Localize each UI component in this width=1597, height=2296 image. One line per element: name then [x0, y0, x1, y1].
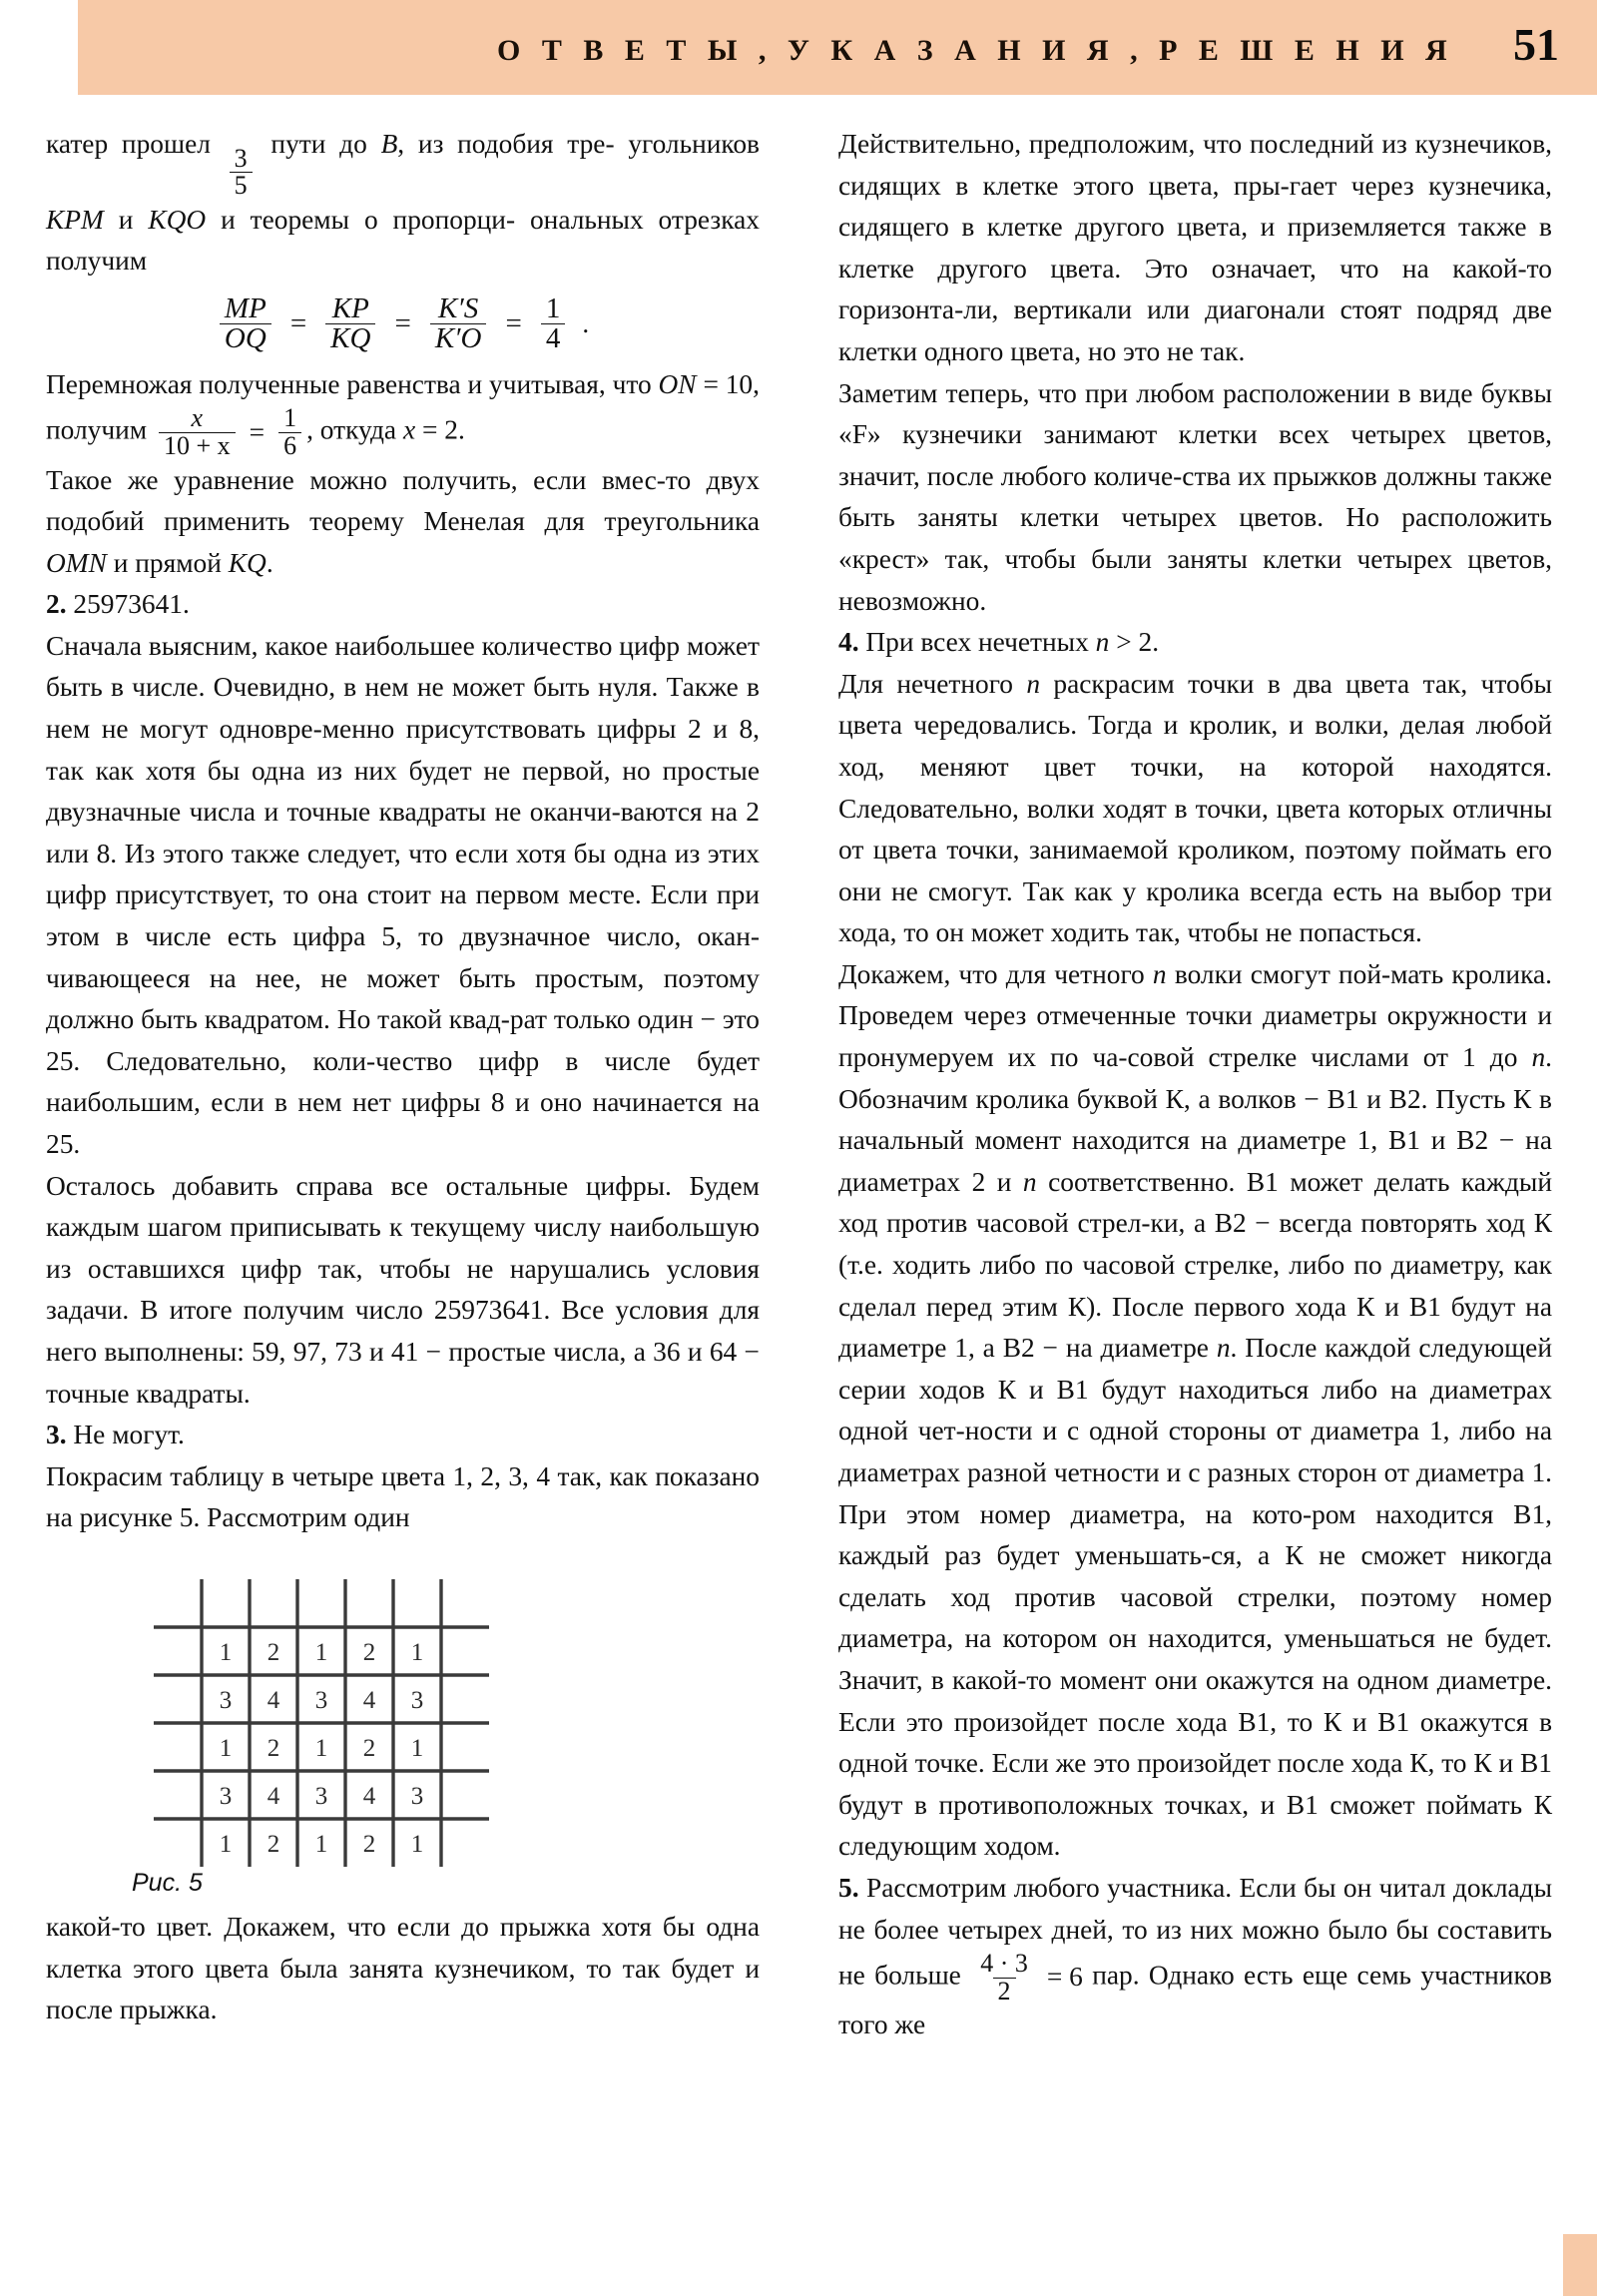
text-run: раскрасим точки в два цвета так, чтобы цвета чередовались. Тогда и кролик, и волки, делая любой ход, меняют цвет точки, на которой находятся. Следовательно, волки ходят в точки, цвета которых отличны от цвета точки, занимаемой кроликом, поэтому поймать его они не смогут. Так как у кролика всегда есть на выбор три хода, то он может ходить так, чтобы не попасться.: [838, 668, 1552, 948]
figure-5-container: [46, 1573, 760, 1903]
text-run: соответственно. В1 может делать каждый ход против часовой стрел-ки, а В2 − всегда повторять ход К (т.е. ходить либо по часовой стрелке, либо по диаметру, как сделал перед этим К). После первого хода К и В1 будут на диаметре 1, а В2 − на диаметре: [838, 1166, 1552, 1364]
item-number-2: 2.: [46, 589, 67, 620]
text-run: пар. Однако есть еще семь участников того же: [838, 1960, 1552, 2040]
item-2-solution-part-1: Сначала выясним, какое наибольшее количество цифр может быть в числе. Очевидно, в нем не может быть нуля. Также в нем не могут одновре-менно присутствовать цифры 2 и 8, так как хотя бы одна из них будет не первой, но простые двузначные числа и точные квадраты не оканчи-ваются на 2 или 8. Из этого также следует, что если хотя бы одна из этих цифр присутствует, то она стоит на первом месте. Если при этом в числе есть цифра 5, то двузначное число, окан-чивающееся на нее, не может быть простым, поэтому должно быть квадратом. Но такой квад-рат только один − это 25. Следовательно, коли-чество цифр в числе будет наибольшим, если в нем нет цифры 8 и оно начинается на 25.: [46, 630, 760, 1160]
math-variable-n: n: [1026, 668, 1041, 699]
text-run: . Обозначим кролика буквой К, а волков − В1 и В2. Пусть К в начальный момент находится на диаметре 1, В1 и В2 − на диаметрах 2 и: [838, 1042, 1552, 1197]
text-run: пути до: [270, 129, 367, 159]
fraction-numerator: KP: [331, 291, 369, 324]
text-run: > 2.: [1116, 627, 1160, 658]
math-variable-n: n: [1022, 1166, 1037, 1197]
text-run: и теоремы о пропорци-: [221, 204, 516, 235]
page-number: 51: [1513, 19, 1559, 70]
text-run: что: [612, 368, 652, 399]
text-run: и: [118, 204, 134, 235]
text-run: Для нечетного: [838, 668, 1013, 699]
right-text-column: [838, 124, 1552, 2046]
svg-text:1: 1: [314, 1830, 328, 1858]
item-4-solution-even-case: [838, 954, 1552, 1868]
math-variable-b: B: [380, 129, 398, 159]
page-edge-tab-marker: [1563, 2234, 1597, 2296]
fraction-four-times-three-over-two: [975, 1951, 1033, 2005]
equals-six: = 6: [1046, 1962, 1083, 1993]
item-2-solution-part-2: Осталось добавить справа все остальные цифры. Будем каждым шагом приписывать к текущему числу наибольшую из оставшихся цифр так, чтобы не нарушались условия задачи. В итоге получим число 25973641. Все условия для него выполнены: 59, 97, 73 и 41 − простые числа, а 36 и 64 − точные квадраты.: [46, 1170, 760, 1409]
fraction-kp-kq: [325, 291, 375, 355]
display-equation-ratios: [46, 291, 760, 355]
paragraph-multiply-equalities: [46, 364, 760, 460]
svg-text:2: 2: [266, 1638, 280, 1666]
paragraph-grasshopper-proof: Действительно, предположим, что последний из кузнечиков, сидящих в клетке этого цвета, пры-гает через кузнечика, сидящего в клетке другого цвета, и приземляется также в клетке другого цвета. Это означает, что на какой-то горизонта-ли, вертикали или диагонали стоят подряд две клетки одного цвета, но это не так.: [838, 129, 1552, 366]
svg-text:4: 4: [362, 1686, 376, 1714]
math-label-kqo: KQO: [148, 204, 207, 235]
svg-text:1: 1: [219, 1830, 233, 1858]
math-variable-x: x: [402, 414, 416, 445]
fraction-denominator: 5: [230, 172, 253, 200]
math-label-on: ON: [658, 368, 697, 399]
inline-equation-pairs-count: [970, 1951, 1083, 2005]
paragraph-menelaus: [46, 460, 760, 585]
figure-5-caption: Рис. 5: [132, 1868, 203, 1897]
math-variable-n: n: [1216, 1333, 1231, 1364]
equals-sign: =: [289, 307, 307, 340]
item-3-answer: Не могут.: [73, 1420, 185, 1450]
svg-text:2: 2: [266, 1830, 280, 1858]
svg-text:3: 3: [219, 1686, 233, 1714]
fraction-denominator: 4: [541, 323, 566, 354]
text-run: Докажем, что для четного: [838, 958, 1145, 989]
svg-text:1: 1: [219, 1734, 233, 1762]
fraction-denominator: K′O: [430, 323, 487, 354]
fraction-mp-oq: [220, 291, 271, 355]
svg-text:3: 3: [410, 1686, 424, 1714]
text-run: и прямой: [113, 547, 222, 578]
page-header-band: [78, 0, 1597, 95]
answer-item-2: [46, 584, 760, 626]
svg-text:1: 1: [314, 1638, 328, 1666]
math-variable-n: n: [1095, 627, 1110, 658]
svg-text:1: 1: [410, 1638, 424, 1666]
math-variable-n: n: [1152, 958, 1167, 989]
text-run: При всех нечетных: [865, 627, 1089, 658]
svg-text:1: 1: [410, 1830, 424, 1858]
text-run: .: [266, 547, 273, 578]
text-run: Перемножая полученные равенства и учитывая,: [46, 368, 606, 399]
svg-text:3: 3: [219, 1782, 233, 1810]
text-run: . После каждой следующей серии ходов К и В1 будут находиться либо на диаметрах одной чет-ности и с одной стороны от диаметра 1, либо на диаметрах разной четности и с разных сторон от диаметра 1. При этом номер диаметра, на кото-ром находится В1, каждый раз будет уменьшать-ся, а К не сможет никогда сделать ход против часовой стрелки, поэтому номер диаметра, на котором он находится, уменьшаться не будет. Значит, в какой-то момент они окажутся на одном диаметре. Если это произойдет после хода В1, то К и В1 окажутся в одной точке. Если же это произойдет после хода К, то К и В1 будут в противоположных точках, и В1 сможет поймать К следующим ходом.: [838, 1333, 1552, 1862]
fraction-numerator: K′S: [438, 291, 479, 324]
svg-text:1: 1: [219, 1638, 233, 1666]
period-mark: .: [582, 308, 590, 339]
svg-text:3: 3: [314, 1782, 328, 1810]
text-run: катер прошел: [46, 129, 211, 159]
fraction-denominator: KQ: [325, 323, 375, 354]
text-run: Рассмотрим любого участника. Если бы он читал доклады не более четырех дней, то из них можно было бы составить не больше: [838, 1872, 1552, 1991]
text-run: ональных отрезках получим: [46, 204, 760, 277]
item-number-3: 3.: [46, 1420, 67, 1450]
svg-text:4: 4: [266, 1686, 280, 1714]
item-2-answer: 25973641.: [73, 589, 190, 620]
fraction-ks-ko: [430, 291, 487, 355]
fraction-numerator: 1: [283, 403, 297, 433]
fraction-x-over-10-plus-x: [159, 405, 236, 459]
text-run: угольников: [628, 129, 760, 159]
left-text-column: [46, 124, 760, 2031]
fraction-numerator: MP: [224, 291, 266, 324]
item-4-solution-odd-case: [838, 664, 1552, 954]
svg-text:2: 2: [266, 1734, 280, 1762]
text-run: = 2.: [421, 414, 465, 445]
fraction-numerator: x: [191, 403, 204, 433]
svg-text:4: 4: [266, 1782, 280, 1810]
svg-text:2: 2: [362, 1830, 376, 1858]
svg-text:1: 1: [410, 1734, 424, 1762]
text-run: Такое же уравнение можно получить, если вмес-то двух подобий применить теорему Менелая для треугольника: [46, 464, 760, 537]
math-label-kq: KQ: [228, 547, 266, 578]
svg-text:4: 4: [362, 1782, 376, 1810]
paragraph-letter-f-arrangement: Заметим теперь, что при любом расположении в виде буквы «F» кузнечики занимают клетки всех четырех цветов, значит, после любого количе-ства их прыжков должны также быть заняты клетки четырех цветов. Но расположить «крест» так, чтобы были заняты клетки четырех цветов, невозможно.: [838, 377, 1552, 616]
inline-equation-x-fraction: [154, 405, 306, 459]
fraction-denominator: OQ: [220, 323, 271, 354]
fraction-numerator: 3: [234, 143, 248, 173]
fraction-one-quarter: [541, 291, 566, 355]
answer-item-5: [838, 1868, 1552, 2046]
item-3-solution-continued: какой-то цвет. Докажем, что если до прыжка хотя бы одна клетка этого цвета была занята кузнечиком, то так будет и после прыжка.: [46, 1911, 760, 2025]
fraction-one-sixth: [278, 405, 301, 459]
math-variable-n: n: [1531, 1042, 1546, 1073]
fraction-numerator: 4 · 3: [980, 1949, 1028, 1979]
text-run: волки смогут пой-мать кролика. Проведем через отмеченные точки диаметры окружности и пронумеруем их по ча-совой стрелке числами от 1 до: [838, 958, 1552, 1073]
answer-item-3: [46, 1415, 760, 1456]
fraction-denominator: 2: [993, 1978, 1016, 2006]
fraction-denominator: 10 + x: [159, 432, 236, 460]
text-run: , откуда: [306, 414, 397, 445]
text-run: , из подобия тре-: [397, 129, 615, 159]
svg-text:3: 3: [410, 1782, 424, 1810]
text-run: = 10, получим: [46, 368, 760, 445]
item-3-solution-intro: Покрасим таблицу в четыре цвета 1, 2, 3, 4 так, как показано на рисунке 5. Рассмотрим один: [46, 1460, 760, 1533]
svg-text:1: 1: [314, 1734, 328, 1762]
fraction-three-fifths: [230, 143, 253, 201]
page-title: О Т В Е Т Ы , У К А З А Н И Я , Р Е Ш Е Н И Я: [497, 34, 1454, 67]
item-number-4: 4.: [838, 627, 859, 658]
figure-5-grid: [142, 1573, 501, 1873]
equals-sign: =: [505, 307, 522, 340]
math-label-kpm: KPM: [46, 204, 104, 235]
answer-item-4: [838, 622, 1552, 664]
svg-text:2: 2: [362, 1734, 376, 1762]
svg-text:2: 2: [362, 1638, 376, 1666]
fraction-denominator: 6: [278, 432, 301, 460]
item-number-5: 5.: [838, 1872, 859, 1903]
equals-sign: =: [394, 307, 411, 340]
math-label-omn: OMN: [46, 547, 107, 578]
fraction-numerator: 1: [545, 291, 561, 324]
equals-sign: =: [249, 416, 266, 447]
paragraph-boat-problem: [46, 124, 760, 283]
svg-text:3: 3: [314, 1686, 328, 1714]
